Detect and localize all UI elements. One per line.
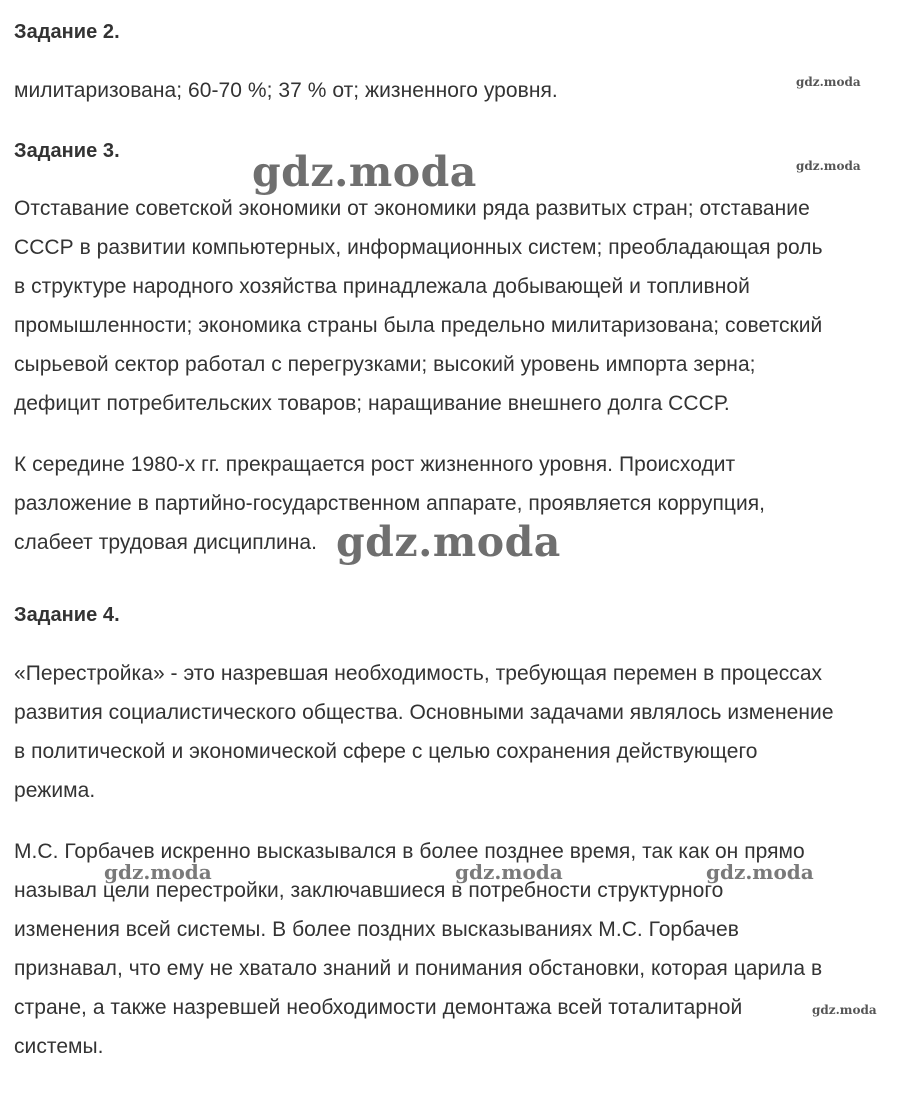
watermark-large: gdz.moda [252, 148, 477, 196]
watermark-medium: gdz.moda [706, 860, 814, 884]
task-2-heading: Задание 2. [14, 21, 120, 43]
watermark-medium: gdz.moda [104, 860, 212, 884]
task-3-paragraph-2: К середине 1980-х гг. прекращается рост жизненного уровня. Происходит разложение в партийно-государственном аппарате, проявляется коррупция, слабеет трудовая дисциплина. [14, 453, 766, 554]
task-3-paragraph-1: Отставание советской экономики от экономики ряда развитых стран; отставание СССР в развитии компьютерных, информационных систем; преобладающая роль в структуре народного хозяйства принадлежала добывающей и топливной промышленности; экономика страны была предельно милитаризована; советский сырьевой сектор работал с перегрузками; высокий уровень импорта зерна; дефицит потребительских товаров; наращивание внешнего долга СССР. [14, 197, 823, 415]
task-4-heading: Задание 4. [14, 604, 120, 626]
task-3-heading: Задание 3. [14, 140, 120, 162]
watermark-small: gdz.moda [812, 1003, 877, 1017]
task-4-paragraph-2: М.С. Горбачев искренно высказывался в более позднее время, так как он прямо называл цели перестройки, заключавшиеся в потребности структурного изменения всей системы. В более поздних высказываниях М.С. Горбачев признавал, что ему не хватало знаний и понимания обстановки, которая царила в стране, а также назревшей необходимости демонтажа всей тоталитарной системы. [14, 840, 823, 1058]
watermark-small: gdz.moda [796, 75, 861, 89]
watermark-medium: gdz.moda [455, 860, 563, 884]
task-2-answer: милитаризована; 60-70 %; 37 % от; жизненного уровня. [14, 79, 558, 102]
task-4-paragraph-1: «Перестройка» - это назревшая необходимость, требующая перемен в процессах развития социалистического общества. Основными задачами являлось изменение в политической и экономической сфере с целью сохранения действующего режима. [14, 662, 834, 802]
watermark-small: gdz.moda [796, 159, 861, 173]
watermark-large: gdz.moda [336, 518, 561, 566]
